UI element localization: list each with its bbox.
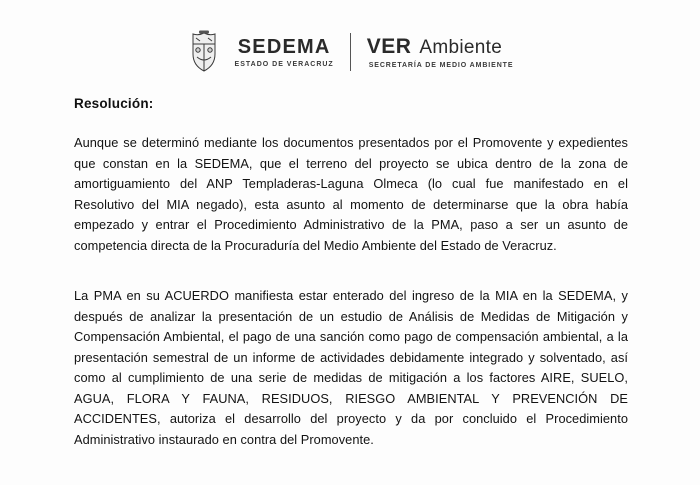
ver-prefix: VER bbox=[366, 34, 412, 58]
ver-ambiente-subtitle: SECRETARÍA DE MEDIO AMBIENTE bbox=[368, 61, 514, 69]
ambiente-name: Ambiente bbox=[419, 36, 503, 58]
ver-ambiente-brand bbox=[367, 36, 514, 69]
letterhead bbox=[0, 30, 700, 74]
sedema-name: SEDEMA bbox=[237, 35, 331, 58]
paragraph-1: Aunque se determinó mediante los documentos presentados por el Promovente y expedientes que constan en la SEDEMA, que el terreno del proyecto se ubica dentro de la zona de amortiguamiento del ANP Templaderas-Laguna Olmeca (lo cual fue manifestado en el Resolutivo del MIA negado), esta asunto al momento de determinarse que la obra había empezado y entrar el Procedimiento Administrativo de la PMA, paso a ser un asunto de competencia directa de la Procuraduría del Medio Ambiente del Estado de Veracruz. bbox=[74, 135, 628, 253]
document-content bbox=[74, 96, 628, 450]
sedema-subtitle: ESTADO DE VERACRUZ bbox=[234, 60, 334, 68]
paragraph-2: La PMA en su ACUERDO manifiesta estar enterado del ingreso de la MIA en la SEDEMA, y después de analizar la presentación de un estudio de Análisis de Medidas de Mitigación y Compensación Ambiental, el pago de una sanción como pago de compensación ambiental, a la presentación semestral de un informe de actividades debidamente integrado y solventado, así como al cumplimiento de una serie de medidas de mitigación a los factores AIRE, SUELO, AGUA, FLORA Y FAUNA, RESIDUOS, RIESGO AMBIENTAL Y PREVENCIÓN DE ACCIDENTES, autoriza el desarrollo del proyecto y da por concluido el Procedimiento Administrativo instaurado en contra del Promovente. bbox=[74, 288, 628, 447]
page-title: Resolución: bbox=[74, 96, 154, 111]
sedema-brand bbox=[235, 37, 350, 68]
letterhead-divider bbox=[350, 33, 351, 71]
veracruz-coat-of-arms-icon bbox=[187, 30, 221, 74]
